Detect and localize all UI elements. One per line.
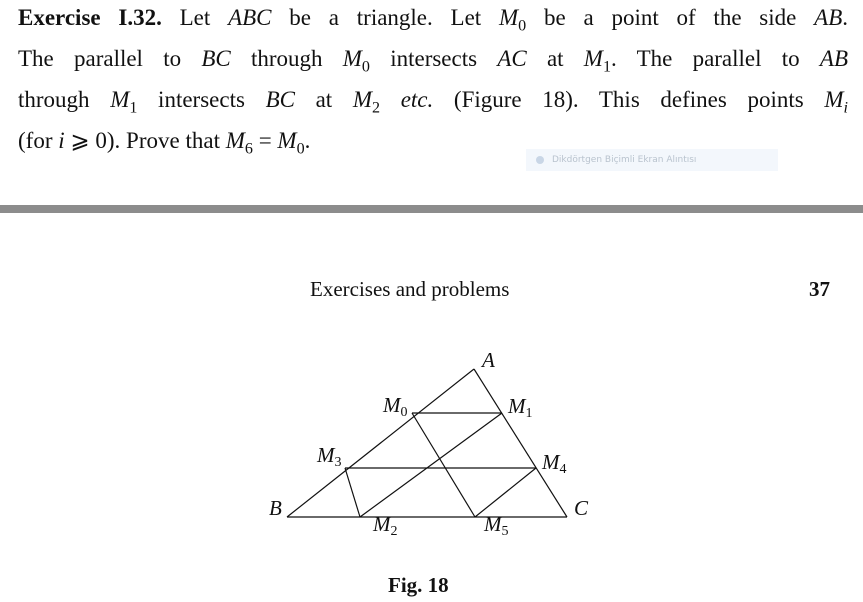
text-run: Let [161, 5, 229, 30]
running-head: Exercises and problems [310, 277, 510, 301]
vertex-label-c: C [574, 496, 589, 520]
math-symbol: i [58, 128, 65, 154]
text-run: through [18, 87, 111, 113]
text-run: at [526, 46, 584, 72]
text-run: ⩾ 0). Prove that [64, 128, 226, 154]
point-label-m5: M5 [484, 512, 509, 539]
text-run: . [842, 5, 848, 30]
math-subscript: 1 [129, 99, 138, 117]
math-subscript: 0 [361, 58, 370, 76]
math-subscript: 1 [602, 58, 611, 76]
math-symbol: M [342, 46, 362, 72]
math-symbol: BC [265, 87, 295, 113]
page-number: 37 [809, 277, 830, 301]
math-symbol: AB [814, 5, 843, 30]
text-run: at [294, 87, 353, 113]
segment-m4-m5 [475, 468, 536, 517]
math-symbol: M [225, 128, 245, 154]
math-subscript: 0 [296, 140, 305, 158]
text-run: intersects [369, 46, 498, 72]
side-ac [474, 369, 567, 517]
math-symbol: M [824, 87, 844, 113]
math-subscript: 6 [244, 140, 253, 158]
math-subscript: i [843, 99, 848, 117]
math-symbol: M [583, 46, 603, 72]
point-label-m3: M3 [317, 443, 342, 470]
exercise-label: Exercise I.32. [18, 5, 162, 30]
text-run: . [304, 128, 311, 154]
point-label-m1: M1 [508, 394, 533, 421]
point-label-m2: M2 [373, 512, 398, 539]
segment-m5-m0 [412, 413, 475, 517]
math-symbol: M [352, 87, 373, 113]
segment-m1-m2 [360, 413, 502, 517]
math-symbol: M [277, 128, 297, 154]
text-run: be a point of the side [526, 5, 815, 30]
point-label-m4: M4 [542, 450, 567, 477]
math-symbol: M [498, 5, 519, 30]
text-run: intersects [137, 87, 266, 113]
text-run: (Figure 18). This defines points [433, 87, 825, 113]
math-subscript: 0 [518, 17, 527, 35]
math-symbol: AC [497, 46, 527, 72]
text-run: (for [18, 128, 59, 154]
math-symbol: M [110, 87, 130, 113]
text-run: The parallel to [18, 46, 202, 72]
text-run: . The parallel to [611, 46, 820, 72]
text-run: be a triangle. Let [271, 5, 499, 30]
math-symbol: BC [201, 46, 231, 72]
vertex-label-b: B [269, 496, 282, 520]
math-symbol: etc. [400, 87, 434, 113]
math-symbol: ABC [228, 5, 272, 30]
math-subscript: 2 [372, 99, 381, 117]
side-ab [287, 369, 474, 517]
segment-m2-m3 [345, 468, 360, 517]
snipping-overlay-text: Dikdörtgen Biçimli Ekran Alıntısı [552, 155, 697, 165]
vertex-label-a: A [482, 348, 495, 372]
math-symbol: AB [819, 46, 848, 72]
construction-lines [345, 413, 536, 517]
figure-caption: Fig. 18 [388, 573, 449, 597]
point-label-m0: M0 [383, 393, 408, 420]
text-run: through [230, 46, 343, 72]
text-run: = [252, 128, 278, 154]
